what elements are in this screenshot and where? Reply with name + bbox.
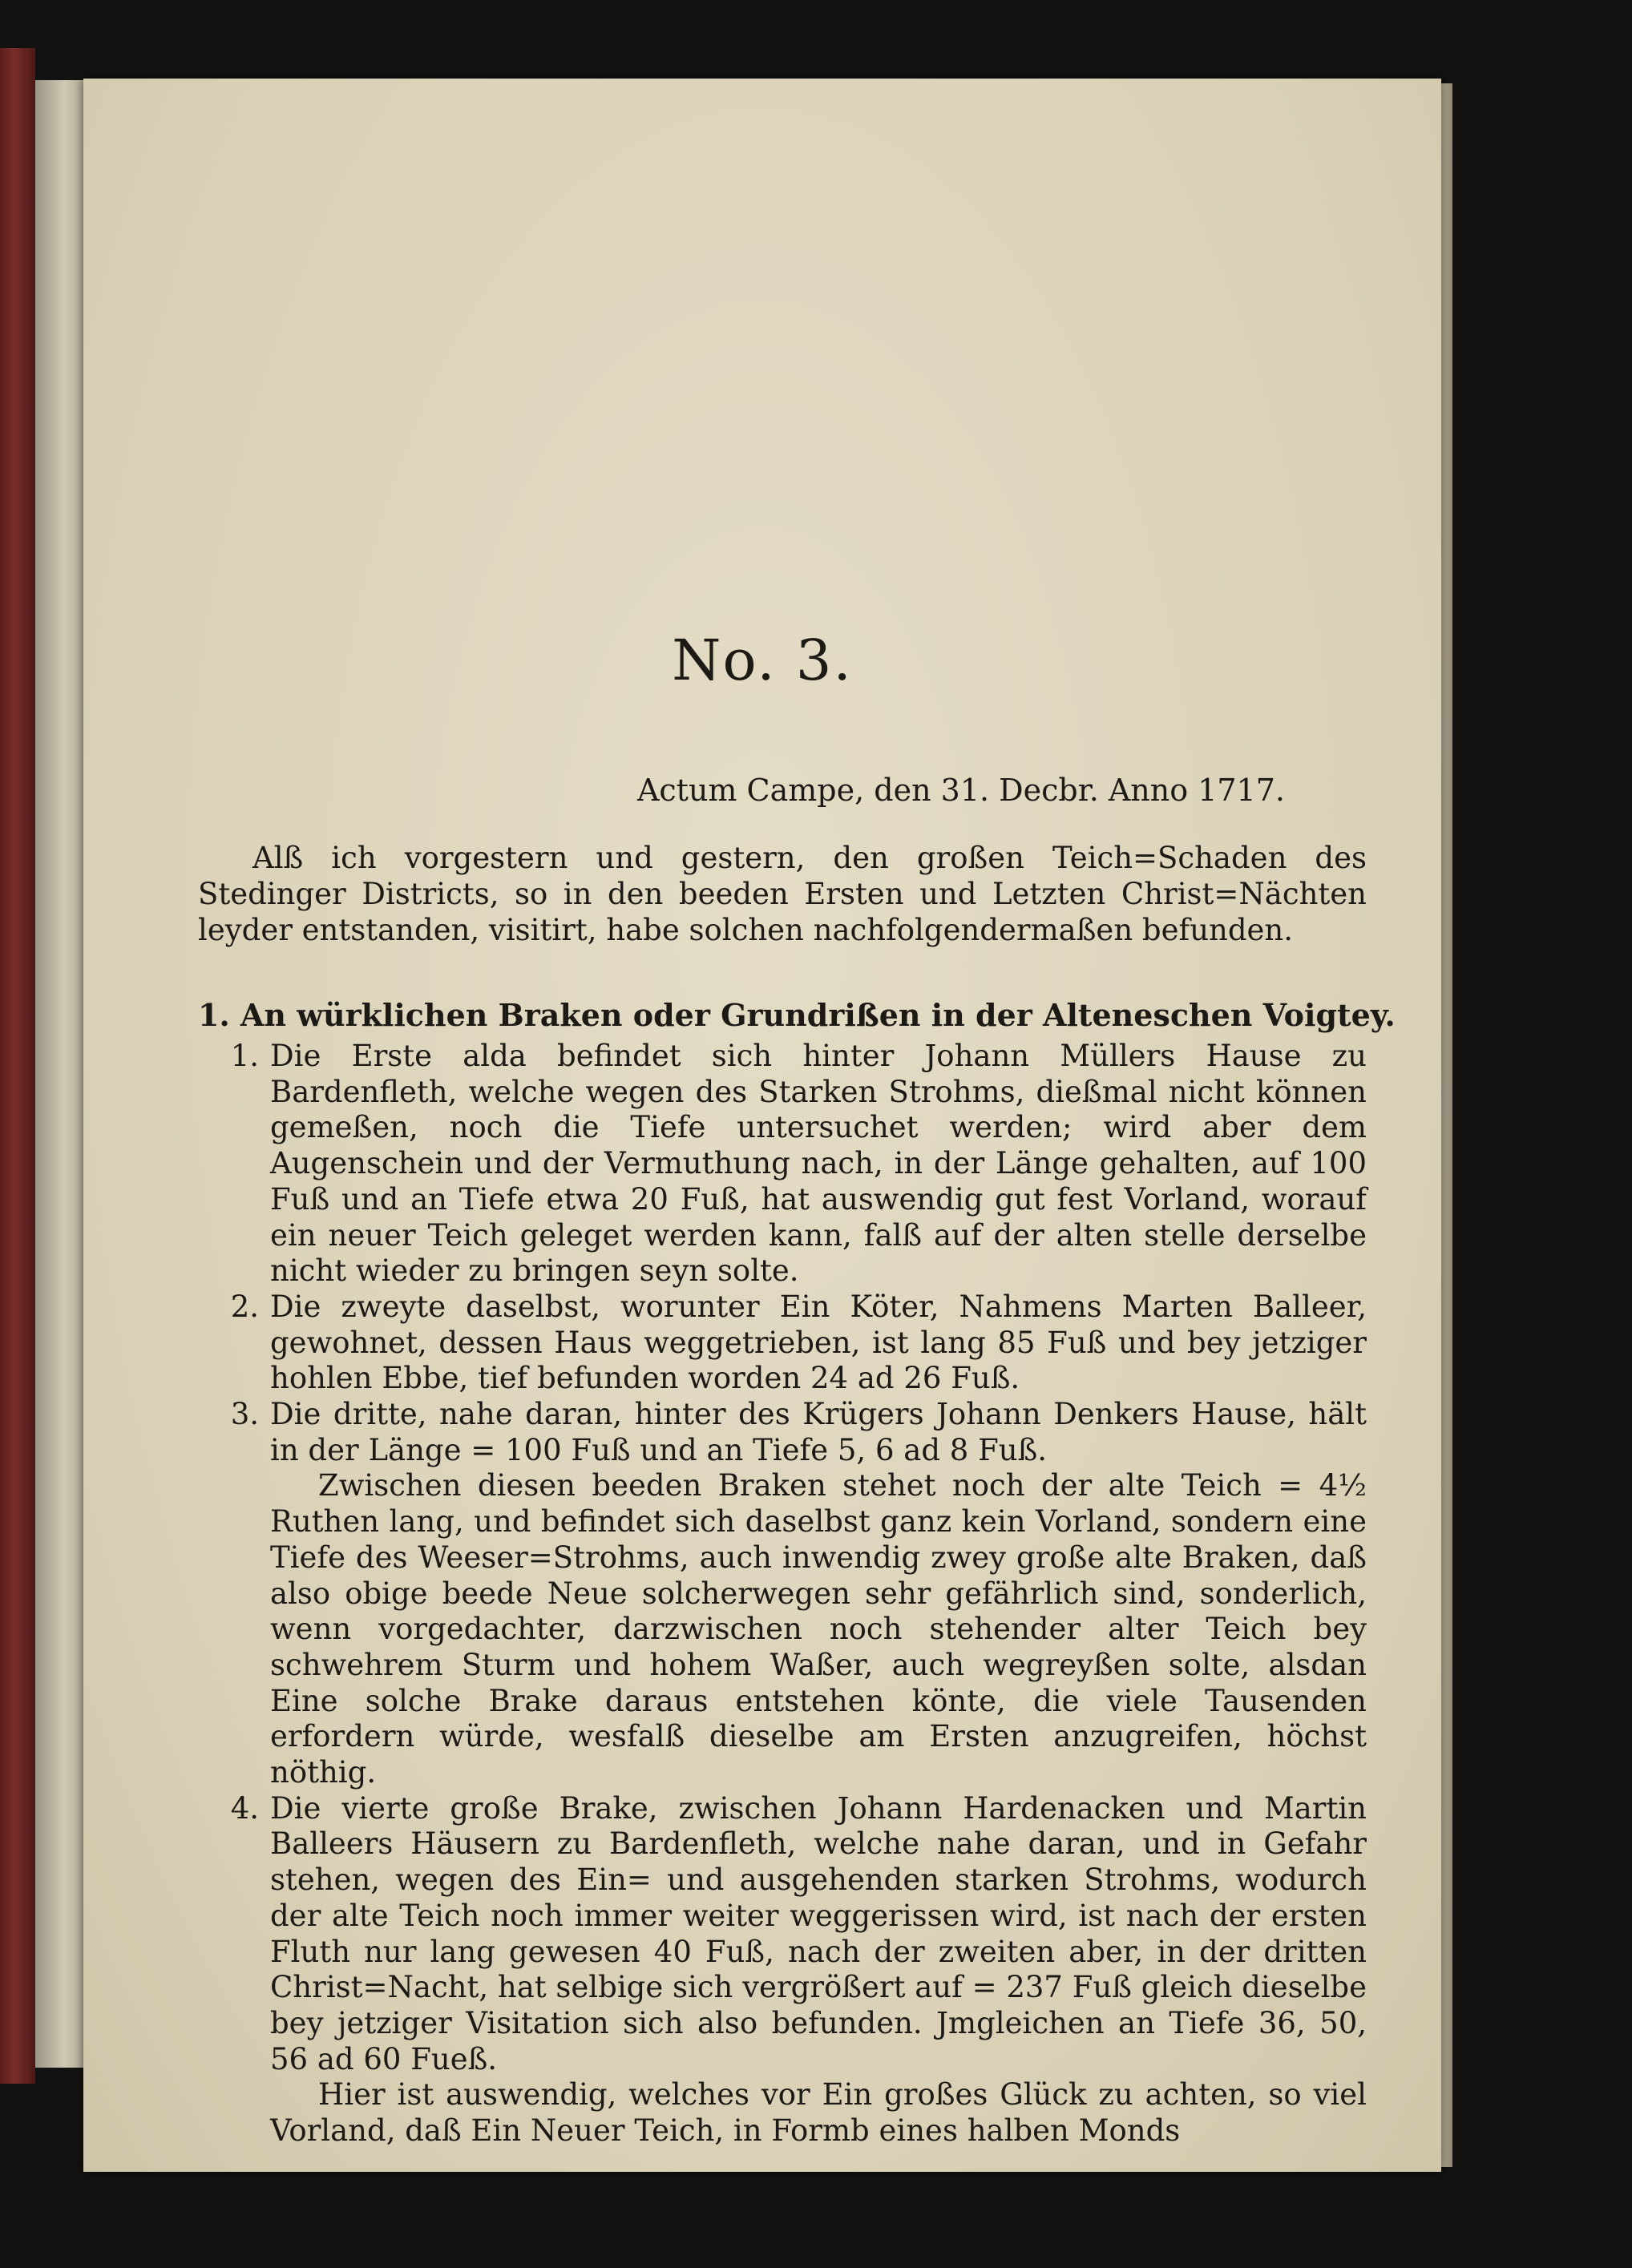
list-item [198, 1289, 1367, 1397]
list-item [198, 1039, 1367, 1289]
item-number: 4. [230, 1790, 259, 1826]
document-number-title: No. 3. [672, 628, 853, 693]
intro-paragraph [198, 840, 1367, 948]
paragraph-between: Zwischen diesen beeden Braken stehet noch der alte Teich = 4½ Ruthen lang, und befindet sich daselbst ganz kein Vorland, sondern eine Tiefe des Weeser=Strohms, auch inwendig zwey große alte Braken, daß also obige beede Neue solcherwegen sehr gefährlich sind, sonderlich, wenn vorgedachter, darzwischen noch stehender alter Teich bey schwehrem Sturm und hohem Waßer, auch wegreyßen solte, alsdan Eine solche Brake daraus entstehen könte, die viele Tausenden erfordern würde, wesfalß dieselbe am Ersten anzugreifen, höchst nöthig. [270, 1468, 1367, 1790]
list-item [198, 1791, 1367, 2078]
list-item [198, 1397, 1367, 1468]
intro-text: Alß ich vorgestern und gestern, den großen Teich=Schaden des Stedinger Districts, so in den beeden Ersten und Letzten Christ=Nächten leyder entstanden, visitirt, habe solchen nachfolgendermaßen befunden. [198, 841, 1367, 947]
item-text: Die zweyte daselbst, worunter Ein Köter, Nahmens Marten Balleer, gewohnet, dessen Haus weggetrieben, ist lang 85 Fuß und bey jetziger hohlen Ebbe, tief befunden worden 24 ad 26 Fuß. [270, 1289, 1367, 1396]
item-text: Die vierte große Brake, zwischen Johann Hardenacken und Martin Balleers Häusern zu Bardenfleth, welche nahe daran, und in Gefahr stehen, wegen des Ein= und ausgehenden starken Strohms, wodurch der alte Teich noch immer weiter weggerissen wird, ist nach der ersten Fluth nur lang gewesen 40 Fuß, nach der zweiten aber, in der dritten Christ=Nacht, hat selbige sich vergrößert auf = 237 Fuß gleich dieselbe bey jetziger Visitation sich also befunden. Jmgleichen an Tiefe 36, 50, 56 ad 60 Fueß. [270, 1790, 1367, 2076]
dateline: Actum Campe, den 31. Decbr. Anno 1717. [636, 773, 1285, 808]
section-heading: 1. An würklichen Braken oder Grundrißen in der Alteneschen Voigtey. [198, 997, 1396, 1033]
item-text: Die dritte, nahe daran, hinter des Krügers Johann Denkers Hause, hält in der Länge = 100 Fuß und an Tiefe 5, 6 ad 8 Fuß. [270, 1397, 1367, 1467]
item-number: 1. [230, 1039, 259, 1073]
item-list [198, 1039, 1367, 2149]
page-edge [1441, 83, 1452, 2167]
paragraph-end: Hier ist auswendig, welches vor Ein großes Glück zu achten, so viel Vorland, daß Ein Neuer Teich, in Formb eines halben Monds [270, 2077, 1367, 2149]
book-gutter [35, 80, 83, 2068]
item-number: 2. [230, 1289, 259, 1324]
book-binding [0, 48, 35, 2084]
item-text: Die Erste alda befindet sich hinter Johann Müllers Hause zu Bardenfleth, welche wegen des Starken Strohms, dießmal nicht können gemeßen, noch die Tiefe untersuchet werden; wird aber dem Augenschein und der Vermuthung nach, in der Länge gehalten, auf 100 Fuß und an Tiefe etwa 20 Fuß, hat auswendig gut fest Vorland, worauf ein neuer Teich geleget werden kann, falß auf der alten stelle derselbe nicht wieder zu bringen seyn solte. [270, 1039, 1367, 1289]
book-page [83, 79, 1441, 2172]
item-number: 3. [230, 1397, 259, 1432]
